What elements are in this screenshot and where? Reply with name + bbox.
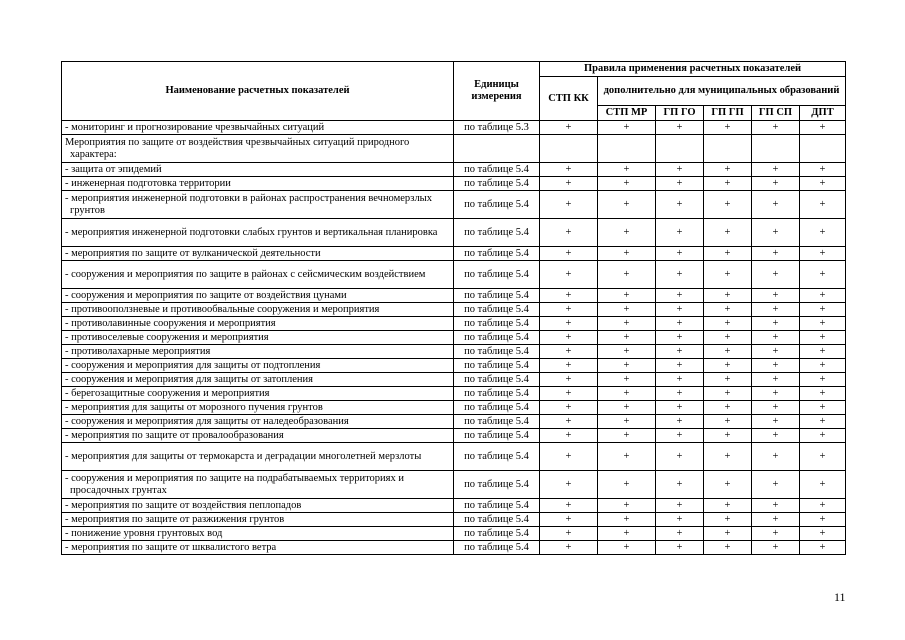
unit-cell: по таблице 5.4	[454, 345, 540, 359]
indicator-name	[62, 135, 454, 163]
applicability-mark: +	[800, 345, 846, 359]
applicability-mark: +	[704, 177, 752, 191]
applicability-mark: +	[800, 317, 846, 331]
table-row	[62, 387, 846, 401]
unit-cell: по таблице 5.4	[454, 499, 540, 513]
unit-cell: по таблице 5.4	[454, 303, 540, 317]
indicator-name-text: - мероприятия по защите от разжижения грунтов	[65, 513, 285, 525]
applicability-mark: +	[540, 387, 598, 401]
indicator-name-text: - понижение уровня грунтовых вод	[65, 527, 223, 539]
unit-cell: по таблице 5.4	[454, 401, 540, 415]
table-row	[62, 443, 846, 471]
indicator-name-text: - противолахарные мероприятия	[65, 345, 211, 357]
indicator-name-text: - мероприятия для защиты от термокарста и деградации многолетней мерзлоты	[65, 450, 422, 462]
applicability-mark: +	[704, 387, 752, 401]
applicability-mark: +	[598, 247, 656, 261]
applicability-mark: +	[800, 247, 846, 261]
indicators-table	[61, 61, 846, 555]
applicability-mark: +	[752, 541, 800, 555]
indicator-name	[62, 121, 454, 135]
applicability-mark: +	[752, 331, 800, 345]
applicability-mark: +	[598, 345, 656, 359]
applicability-mark: +	[752, 527, 800, 541]
applicability-mark: +	[656, 191, 704, 219]
table-row	[62, 261, 846, 289]
table-row	[62, 247, 846, 261]
applicability-mark: +	[752, 261, 800, 289]
table-body	[62, 121, 846, 555]
applicability-mark: +	[800, 401, 846, 415]
applicability-mark: +	[656, 163, 704, 177]
applicability-mark: +	[752, 289, 800, 303]
applicability-mark: +	[540, 163, 598, 177]
indicator-name-text: - сооружения и мероприятия для защиты от подтопления	[65, 359, 321, 371]
applicability-mark: +	[656, 177, 704, 191]
applicability-mark: +	[800, 527, 846, 541]
applicability-mark	[752, 135, 800, 163]
indicator-name	[62, 303, 454, 317]
applicability-mark: +	[704, 401, 752, 415]
header-dpt: ДПТ	[800, 106, 846, 121]
indicator-name	[62, 289, 454, 303]
table-row	[62, 191, 846, 219]
applicability-mark: +	[800, 541, 846, 555]
applicability-mark: +	[540, 373, 598, 387]
applicability-mark: +	[704, 219, 752, 247]
indicator-name	[62, 443, 454, 471]
applicability-mark: +	[656, 331, 704, 345]
indicator-name	[62, 401, 454, 415]
applicability-mark: +	[656, 359, 704, 373]
applicability-mark: +	[752, 471, 800, 499]
applicability-mark: +	[704, 415, 752, 429]
applicability-mark: +	[752, 247, 800, 261]
applicability-mark: +	[656, 317, 704, 331]
applicability-mark: +	[598, 513, 656, 527]
table-row	[62, 303, 846, 317]
applicability-mark: +	[540, 219, 598, 247]
unit-cell: по таблице 5.4	[454, 177, 540, 191]
applicability-mark: +	[800, 499, 846, 513]
applicability-mark: +	[752, 191, 800, 219]
unit-cell: по таблице 5.4	[454, 163, 540, 177]
applicability-mark: +	[704, 303, 752, 317]
indicator-table-sheet	[61, 61, 846, 555]
applicability-mark: +	[540, 191, 598, 219]
indicator-name-text: - противолавинные сооружения и мероприятия	[65, 317, 276, 329]
table-row	[62, 401, 846, 415]
indicator-name	[62, 541, 454, 555]
indicator-name-text: - мероприятия для защиты от морозного пучения грунтов	[65, 401, 323, 413]
applicability-mark: +	[704, 527, 752, 541]
applicability-mark: +	[598, 443, 656, 471]
applicability-mark: +	[598, 541, 656, 555]
indicator-name-text: - мероприятия по защите от вулканической деятельности	[65, 247, 321, 259]
indicator-name	[62, 331, 454, 345]
header-stp-mr: СТП МР	[598, 106, 656, 121]
applicability-mark: +	[540, 303, 598, 317]
applicability-mark: +	[704, 191, 752, 219]
applicability-mark: +	[752, 359, 800, 373]
applicability-mark	[704, 135, 752, 163]
indicator-name-text: - мероприятия инженерной подготовки слабых грунтов и вертикальная планировка	[65, 226, 438, 238]
applicability-mark: +	[540, 429, 598, 443]
applicability-mark: +	[704, 541, 752, 555]
table-row	[62, 471, 846, 499]
applicability-mark: +	[752, 219, 800, 247]
applicability-mark: +	[540, 247, 598, 261]
applicability-mark: +	[540, 443, 598, 471]
indicator-name-text: - мониторинг и прогнозирование чрезвычайных ситуаций	[65, 121, 325, 133]
indicator-name	[62, 527, 454, 541]
table-row	[62, 331, 846, 345]
applicability-mark: +	[800, 289, 846, 303]
applicability-mark: +	[752, 303, 800, 317]
applicability-mark: +	[598, 331, 656, 345]
applicability-mark: +	[656, 345, 704, 359]
applicability-mark	[656, 135, 704, 163]
indicator-name	[62, 345, 454, 359]
applicability-mark: +	[540, 527, 598, 541]
applicability-mark: +	[540, 331, 598, 345]
applicability-mark: +	[540, 121, 598, 135]
applicability-mark: +	[540, 359, 598, 373]
applicability-mark: +	[752, 499, 800, 513]
table-row	[62, 317, 846, 331]
applicability-mark: +	[598, 499, 656, 513]
indicator-name-text: - мероприятия по защите от воздействия пеплопадов	[65, 499, 302, 511]
applicability-mark: +	[540, 513, 598, 527]
applicability-mark: +	[598, 177, 656, 191]
indicator-name-text: - мероприятия по защите от шквалистого ветра	[65, 541, 277, 553]
unit-cell	[454, 135, 540, 163]
unit-cell: по таблице 5.4	[454, 331, 540, 345]
unit-cell: по таблице 5.4	[454, 541, 540, 555]
applicability-mark: +	[656, 541, 704, 555]
indicator-name-text: Мероприятия по защите от воздействия чрезвычайных ситуаций природного характера:	[65, 136, 410, 160]
table-row	[62, 289, 846, 303]
indicator-name-text: - мероприятия инженерной подготовки в районах распространения вечномерзлых грунтов	[65, 192, 432, 216]
applicability-mark: +	[704, 247, 752, 261]
indicator-name	[62, 317, 454, 331]
applicability-mark: +	[540, 177, 598, 191]
applicability-mark: +	[598, 359, 656, 373]
unit-cell: по таблице 5.4	[454, 527, 540, 541]
applicability-mark: +	[752, 177, 800, 191]
applicability-mark: +	[656, 247, 704, 261]
applicability-mark: +	[752, 415, 800, 429]
applicability-mark: +	[800, 121, 846, 135]
applicability-mark: +	[598, 387, 656, 401]
unit-cell: по таблице 5.4	[454, 429, 540, 443]
indicator-name-text: - сооружения и мероприятия для защиты от наледеобразования	[65, 415, 349, 427]
indicator-name-text: - защита от эпидемий	[65, 163, 162, 175]
applicability-mark: +	[598, 471, 656, 499]
indicator-name-text: - сооружения и мероприятия для защиты от затопления	[65, 373, 313, 385]
table-row	[62, 359, 846, 373]
applicability-mark: +	[800, 191, 846, 219]
applicability-mark	[800, 135, 846, 163]
unit-cell: по таблице 5.4	[454, 317, 540, 331]
table-row	[62, 121, 846, 135]
unit-cell: по таблице 5.4	[454, 247, 540, 261]
applicability-mark: +	[704, 513, 752, 527]
applicability-mark: +	[598, 261, 656, 289]
indicator-name-text: - инженерная подготовка территории	[65, 177, 231, 189]
unit-cell: по таблице 5.4	[454, 191, 540, 219]
applicability-mark: +	[598, 401, 656, 415]
indicator-name	[62, 261, 454, 289]
applicability-mark: +	[540, 401, 598, 415]
header-unit: Единицы измерения	[454, 62, 540, 121]
applicability-mark: +	[656, 219, 704, 247]
indicator-name-text: - противооползневые и противообвальные сооружения и мероприятия	[65, 303, 380, 315]
applicability-mark: +	[752, 387, 800, 401]
indicator-name-text: - мероприятия по защите от провалообразования	[65, 429, 284, 441]
applicability-mark: +	[656, 513, 704, 527]
table-row	[62, 135, 846, 163]
applicability-mark: +	[800, 163, 846, 177]
applicability-mark: +	[800, 261, 846, 289]
applicability-mark: +	[656, 471, 704, 499]
table-row	[62, 345, 846, 359]
header-stp-kk: СТП КК	[540, 77, 598, 121]
indicator-name	[62, 471, 454, 499]
applicability-mark: +	[800, 471, 846, 499]
header-name: Наименование расчетных показателей	[62, 62, 454, 121]
applicability-mark: +	[800, 359, 846, 373]
unit-cell: по таблице 5.4	[454, 513, 540, 527]
applicability-mark: +	[704, 443, 752, 471]
applicability-mark: +	[800, 177, 846, 191]
applicability-mark: +	[540, 317, 598, 331]
applicability-mark: +	[656, 499, 704, 513]
applicability-mark: +	[540, 471, 598, 499]
unit-cell: по таблице 5.4	[454, 471, 540, 499]
table-row	[62, 499, 846, 513]
table-row	[62, 219, 846, 247]
indicator-name-text: - берегозащитные сооружения и мероприятия	[65, 387, 270, 399]
unit-cell: по таблице 5.4	[454, 415, 540, 429]
indicator-name	[62, 219, 454, 247]
applicability-mark: +	[598, 527, 656, 541]
applicability-mark: +	[704, 289, 752, 303]
unit-cell: по таблице 5.4	[454, 443, 540, 471]
applicability-mark: +	[656, 373, 704, 387]
table-row	[62, 513, 846, 527]
indicator-name-text: - сооружения и мероприятия по защите в районах с сейсмическим воздействием	[65, 268, 426, 280]
table-row	[62, 429, 846, 443]
applicability-mark: +	[704, 121, 752, 135]
applicability-mark: +	[656, 415, 704, 429]
applicability-mark: +	[598, 289, 656, 303]
applicability-mark: +	[540, 289, 598, 303]
indicator-name	[62, 373, 454, 387]
page-number: 11	[834, 590, 846, 604]
applicability-mark: +	[598, 121, 656, 135]
indicator-name-text: - противоселевые сооружения и мероприятия	[65, 331, 269, 343]
applicability-mark: +	[800, 387, 846, 401]
applicability-mark: +	[704, 163, 752, 177]
applicability-mark: +	[656, 387, 704, 401]
applicability-mark: +	[598, 415, 656, 429]
applicability-mark: +	[656, 261, 704, 289]
unit-cell: по таблице 5.4	[454, 219, 540, 247]
indicator-name-text: - сооружения и мероприятия по защите от воздействия цунами	[65, 289, 347, 301]
unit-cell: по таблице 5.4	[454, 359, 540, 373]
applicability-mark: +	[704, 499, 752, 513]
applicability-mark: +	[598, 191, 656, 219]
applicability-mark: +	[752, 345, 800, 359]
applicability-mark: +	[704, 331, 752, 345]
indicator-name	[62, 387, 454, 401]
applicability-mark: +	[752, 121, 800, 135]
applicability-mark: +	[656, 429, 704, 443]
indicator-name	[62, 163, 454, 177]
indicator-name	[62, 429, 454, 443]
applicability-mark: +	[598, 303, 656, 317]
table-row	[62, 415, 846, 429]
unit-cell: по таблице 5.4	[454, 289, 540, 303]
applicability-mark: +	[752, 163, 800, 177]
applicability-mark: +	[752, 401, 800, 415]
header-gp-sp: ГП СП	[752, 106, 800, 121]
header-gp-go: ГП ГО	[656, 106, 704, 121]
indicator-name	[62, 499, 454, 513]
applicability-mark: +	[800, 513, 846, 527]
header-gp-gp: ГП ГП	[704, 106, 752, 121]
indicator-name	[62, 513, 454, 527]
applicability-mark: +	[598, 317, 656, 331]
table-row	[62, 527, 846, 541]
applicability-mark: +	[598, 429, 656, 443]
applicability-mark	[540, 135, 598, 163]
applicability-mark: +	[656, 121, 704, 135]
applicability-mark: +	[656, 289, 704, 303]
applicability-mark: +	[800, 443, 846, 471]
header-rules: Правила применения расчетных показателей	[540, 62, 846, 77]
indicator-name	[62, 359, 454, 373]
applicability-mark: +	[540, 415, 598, 429]
table-row	[62, 163, 846, 177]
applicability-mark: +	[704, 429, 752, 443]
applicability-mark: +	[752, 513, 800, 527]
applicability-mark: +	[704, 359, 752, 373]
indicator-name	[62, 247, 454, 261]
applicability-mark: +	[598, 373, 656, 387]
applicability-mark: +	[800, 219, 846, 247]
table-row	[62, 177, 846, 191]
applicability-mark: +	[704, 261, 752, 289]
indicator-name	[62, 415, 454, 429]
applicability-mark	[598, 135, 656, 163]
applicability-mark: +	[800, 331, 846, 345]
header-additional: дополнительно для муниципальных образований	[598, 77, 846, 106]
applicability-mark: +	[752, 373, 800, 387]
table-row	[62, 373, 846, 387]
unit-cell: по таблице 5.4	[454, 261, 540, 289]
table-row	[62, 541, 846, 555]
unit-cell: по таблице 5.3	[454, 121, 540, 135]
applicability-mark: +	[540, 261, 598, 289]
applicability-mark: +	[656, 401, 704, 415]
applicability-mark: +	[800, 373, 846, 387]
applicability-mark: +	[800, 429, 846, 443]
applicability-mark: +	[598, 163, 656, 177]
applicability-mark: +	[656, 303, 704, 317]
indicator-name	[62, 191, 454, 219]
unit-cell: по таблице 5.4	[454, 373, 540, 387]
applicability-mark: +	[704, 373, 752, 387]
applicability-mark: +	[540, 499, 598, 513]
applicability-mark: +	[752, 429, 800, 443]
applicability-mark: +	[656, 527, 704, 541]
applicability-mark: +	[752, 443, 800, 471]
indicator-name-text: - сооружения и мероприятия по защите на подрабатываемых территориях и просадочных грунтах	[65, 472, 404, 496]
applicability-mark: +	[800, 303, 846, 317]
applicability-mark: +	[704, 345, 752, 359]
applicability-mark: +	[598, 219, 656, 247]
applicability-mark: +	[540, 541, 598, 555]
unit-cell: по таблице 5.4	[454, 387, 540, 401]
applicability-mark: +	[656, 443, 704, 471]
applicability-mark: +	[540, 345, 598, 359]
applicability-mark: +	[800, 415, 846, 429]
applicability-mark: +	[704, 471, 752, 499]
applicability-mark: +	[704, 317, 752, 331]
indicator-name	[62, 177, 454, 191]
applicability-mark: +	[752, 317, 800, 331]
